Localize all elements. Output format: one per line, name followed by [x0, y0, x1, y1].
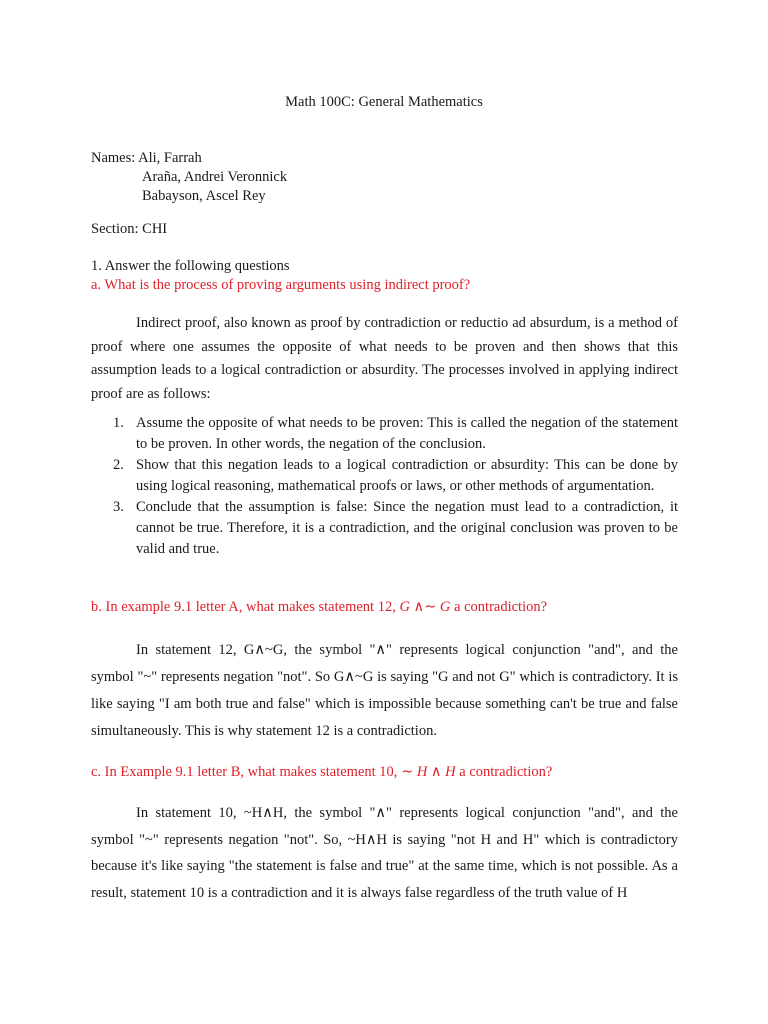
list-item [91, 413, 678, 455]
answer-a-text: Indirect proof, also known as proof by contradiction or reductio ad absurdum, is a method of proof where one assumes the opposite of what needs to be proven and then shows that this assumption leads to a logical contradiction or absurdity. The processes involved in applying indirect proof are as follows: [91, 315, 678, 402]
names-label: Names: [91, 150, 136, 166]
step-text: Conclude that the assumption is false: Since the negation must lead to a contradiction, it cannot be true. Therefore, it is a contradiction, and the original conclusion was proven to be valid and true. [136, 499, 678, 557]
list-item [91, 497, 678, 560]
answer-c-text: In statement 10, ~H∧H, the symbol "∧" represents logical conjunction "and", and the symbol "~" represents negation "not". So, ~H∧H is saying "not H and H" which is contradictory because it's like saying "the statement is false and true" at the same time, which is not possible. As a result, statement 10 is a contradiction and it is always false regardless of the truth value of H [91, 805, 678, 901]
step-number: 1. [113, 415, 124, 431]
question-b-prefix: b. In example 9.1 letter A, what makes statement 12, [91, 599, 400, 615]
page-title: Math 100C: General Mathematics [285, 94, 483, 110]
step-text: Show that this negation leads to a logical contradiction or absurdity: This can be done by using logical reasoning, mathematical proofs or laws, or other methods of argumentation. [136, 457, 678, 494]
question-c-suffix: a contradiction? [455, 764, 553, 780]
answer-a-paragraph [91, 312, 678, 406]
name-3: Babayson, Ascel Rey [142, 188, 266, 204]
steps-list [91, 413, 678, 560]
question-1-heading: 1. Answer the following questions [91, 258, 290, 274]
step-number: 3. [113, 499, 124, 515]
question-c-formula: ∼ H ∧ H [401, 764, 456, 780]
answer-c-paragraph [91, 800, 678, 906]
name-2: Araña, Andrei Veronnick [142, 169, 288, 185]
question-b [91, 599, 547, 616]
question-b-suffix: a contradiction? [450, 599, 548, 615]
names-block [91, 149, 287, 206]
question-a: a. What is the process of proving arguments using indirect proof? [91, 277, 471, 293]
step-number: 2. [113, 457, 124, 473]
step-text: Assume the opposite of what needs to be proven: This is called the negation of the statement to be proven. In other words, the negation of the conclusion. [136, 415, 678, 452]
answer-b-text: In statement 12, G∧~G, the symbol "∧" represents logical conjunction "and", and the symbol "~" represents negation "not". So G∧~G is saying "G and not G" which is contradictory. It is like saying "I am both true and false" which is impossible because something can't be true and false simultaneously. This is why statement 12 is a contradiction. [91, 642, 678, 739]
section-line: Section: CHI [91, 221, 168, 237]
answer-b-paragraph [91, 637, 678, 745]
name-1: Ali, Farrah [138, 150, 202, 166]
question-c [91, 764, 552, 781]
question-b-formula: G ∧∼ G [399, 599, 451, 615]
list-item [91, 455, 678, 497]
question-c-prefix: c. In Example 9.1 letter B, what makes statement 10, [91, 764, 402, 780]
